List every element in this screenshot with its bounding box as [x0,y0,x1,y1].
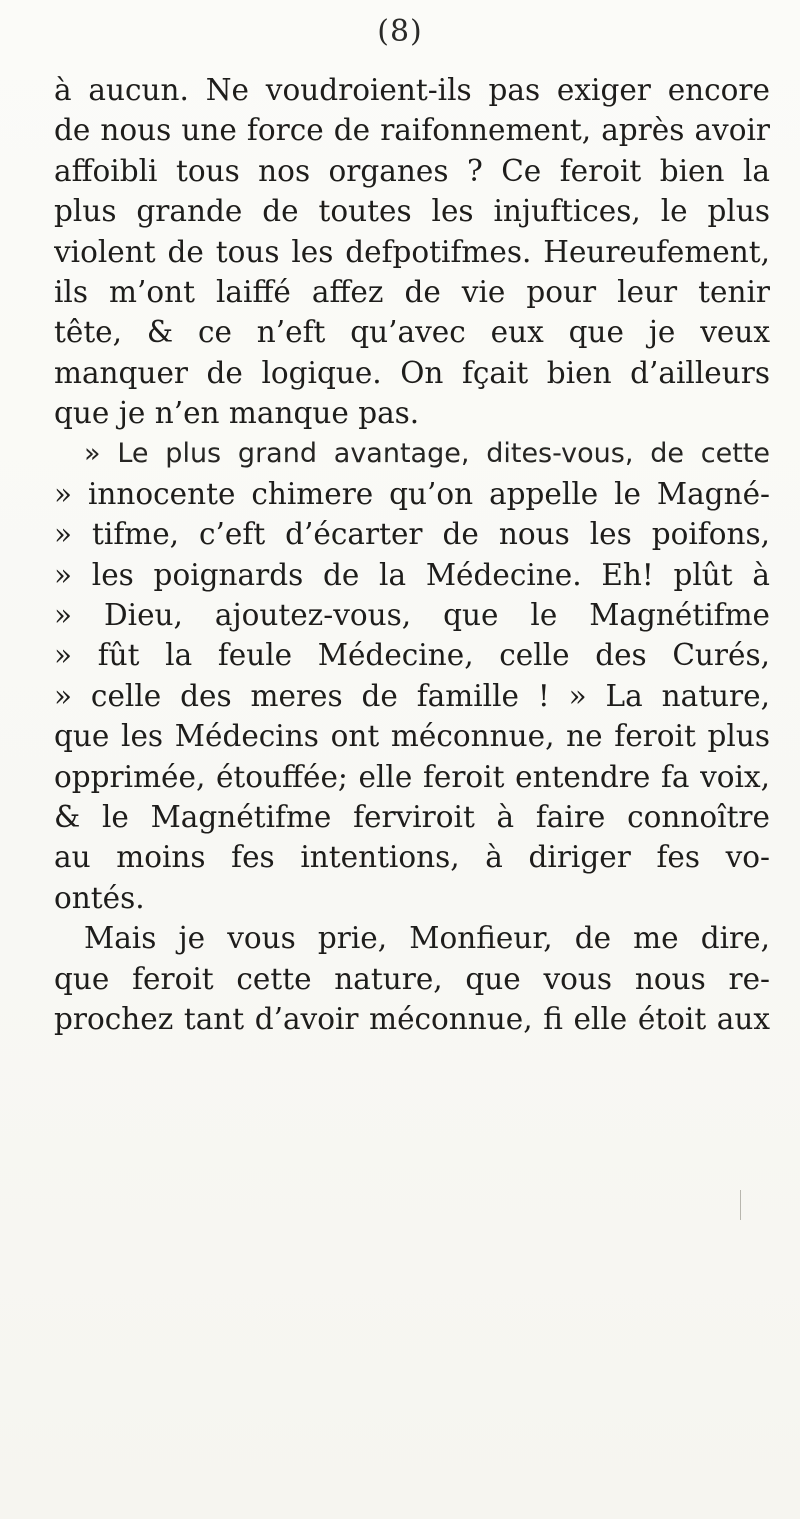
quote-line: » tifme, c’eft d’écarter de nous les poifons, [54,517,770,552]
text-line: manquer de logique. On fçait bien d’ailleurs [54,355,770,390]
paper-fiber-mark [740,1190,747,1220]
quote-line: » innocente chimere qu’on appelle le Magné- [54,476,770,511]
text-line: & le Magnétifme ferviroit à faire connoître [54,800,770,835]
quote-line: » Dieu, ajoutez-vous, que le Magnétifme [54,598,770,633]
text-line: opprimée, étouffée; elle feroit entendre fa voix, [54,759,770,794]
text-line: violent de tous les defpotifmes. Heureufement, [54,234,770,269]
text-line: ils m’ont laiffé affez de vie pour leur tenir [54,274,770,309]
text-line: de nous une force de raifonnement, après avoir [54,113,770,148]
text-line: plus grande de toutes les injuftices, le plus [54,194,770,229]
page-number: (8) [377,14,423,49]
text-line: Mais je vous prie, Monfieur, de me dire, [84,921,770,956]
body-text [54,70,770,1039]
text-line: prochez tant d’avoir méconnue, fi elle étoit aux [54,1001,770,1036]
text-line: au moins fes intentions, à diriger fes vo- [54,840,770,875]
text-line: tête, & ce n’eft qu’avec eux que je veux [54,315,770,350]
text-line: à aucun. Ne voudroient-ils pas exiger encore [54,73,770,107]
text-line: que feroit cette nature, que vous nous re- [54,961,770,996]
text-line: que les Médecins ont méconnue, ne feroit plus [54,719,770,754]
text-line: affoibli tous nos organes ? Ce feroit bien la [54,153,770,188]
quote-line: » celle des meres de famille ! » La nature, [54,678,770,713]
quote-line: » fût la feule Médecine, celle des Curés, [54,638,770,673]
text-line: que je n’en manque pas. [54,396,420,431]
text-line: ontés. [54,880,145,915]
quote-line: » Le plus grand avantage, dites-vous, de cette [84,437,770,469]
quote-line: » les poignards de la Médecine. Eh! plût à [54,557,770,592]
